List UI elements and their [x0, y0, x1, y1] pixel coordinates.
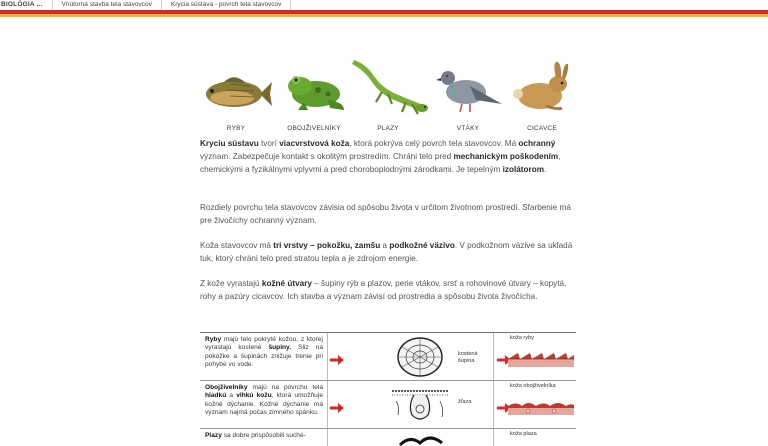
paragraph-skin-formations: Z kože vyrastajú kožné útvary – šupiny rýb a plazov, perie vtákov, srsť a rohovinové útvary – kopytá, rohy a pazúry cicavcov. Ich stavba a význam závisí od prostredia a spôsobu života živočícha.: [200, 279, 567, 301]
term-protective: ochranný: [518, 139, 556, 148]
arrow-right-icon: [330, 403, 344, 413]
row-amphibians-text: Obojživelníky majú na povrchu tela hladkú a vlhkú kožu, ktorá umožňuje kožné dýchanie. Kožné dýchanie má význam najmä počas zimného spánku.: [205, 384, 323, 417]
label-bony-scale: kostená šupina: [458, 351, 478, 364]
fish-skin-section-icon: [508, 349, 574, 367]
breadcrumb-item-current[interactable]: Krycia sústava - povrch tela stavovcov: [162, 0, 292, 10]
column-divider: [493, 429, 494, 446]
animal-label-rabbit: CICAVCE: [527, 125, 557, 132]
breadcrumb-item-chapter[interactable]: Vnútorná stavba tela stavovcov: [53, 0, 162, 10]
column-divider: [493, 333, 494, 380]
animal-frog: [278, 56, 350, 138]
term-multilayer-skin: viacvrstvová koža: [279, 139, 350, 148]
breadcrumb-home[interactable]: BIOLÓGIA ...: [0, 0, 53, 10]
table-row-amphibians: [200, 381, 576, 429]
term-subcutaneous-tissue: podkožné väzivo: [389, 241, 455, 250]
label-reptile-skin: koža plaza: [510, 431, 537, 437]
term-covering-system: Kryciu sústavu: [200, 139, 259, 148]
column-divider: [327, 333, 328, 380]
term-insulator: izolátorom: [502, 164, 544, 174]
pigeon-icon: [432, 56, 504, 116]
scale-drawing-icon: [390, 335, 450, 379]
amphibian-skin-section-icon: [508, 397, 574, 415]
row-fish-text: Ryby majú telo pokryté kožou, z ktorej vyrastajú kostené šupiny. Sliz na pokožke a šupinách znižuje trenie pri pohybe vo vode.: [205, 336, 323, 369]
paragraph-skin-layers: Koža stavovcov má tri vrstvy – pokožku, zamšu a podkožné väzivo. V podkožnom väzive sa ukladá tuk, ktorý chráni telo pred stratou tepla a je zdrojom energie.: [200, 241, 573, 263]
animal-label-pigeon: VTÁKY: [456, 125, 480, 132]
lizard-icon: [352, 56, 432, 122]
term-skin-formations: kožné útvary: [261, 279, 312, 288]
column-divider: [327, 429, 328, 446]
breadcrumb: [0, 0, 768, 10]
skin-comparison-table: [200, 332, 576, 446]
label-amphibian-skin: koža obojživelníka: [510, 383, 556, 389]
column-divider: [327, 381, 328, 428]
rabbit-icon: [506, 56, 578, 116]
lesson-content: [200, 56, 576, 439]
arrow-right-icon: [330, 355, 344, 365]
animal-label-fish: RYBY: [226, 125, 246, 132]
label-gland: žľaza: [458, 399, 472, 405]
animal-label-lizard: PLAZY: [377, 125, 399, 132]
animal-fish: [200, 56, 272, 138]
label-fish-skin: koža ryby: [510, 335, 534, 341]
table-row-fish: [200, 333, 576, 381]
paragraph-differences: Rozdiely povrchu tela stavovcov závisia od spôsobu života v určitom životnom prostredí. Sfarbenie má pre živočíchy ochranný význam.: [200, 203, 571, 225]
table-row-reptiles: [200, 429, 576, 446]
animal-strip: [200, 56, 576, 138]
animal-lizard: [352, 56, 424, 138]
animal-rabbit: [506, 56, 578, 138]
column-divider: [493, 381, 494, 428]
gland-drawing-icon: [390, 383, 450, 427]
animal-label-frog: OBOJŽIVELNÍKY: [287, 125, 341, 132]
row-reptiles-text: Plazy sa dobre prispôsobili suché-: [205, 432, 306, 439]
term-mechanical-damage: mechanickým poškodením: [453, 151, 559, 161]
header-band-yellow: [0, 14, 768, 17]
term-three-layers: tri vrstvy – pokožku, zamšu: [273, 241, 381, 250]
frog-icon: [278, 56, 350, 116]
animal-pigeon: [432, 56, 504, 138]
paragraph-covering-system: Kryciu sústavu tvorí viacvrstvová koža, ktorá pokrýva celý povrch tela stavovcov. Má ochranný význam. Zabezpečuje kontakt s okolitým prostredím. Chráni telo pred mechanickým poškodením, chemickými a fyzikálnymi vplyvmi a pred choroboplodnými zárodkami. Je tepelným izolátorom.: [200, 139, 561, 174]
fish-icon: [200, 56, 272, 116]
reptile-scale-drawing-icon: [390, 431, 450, 446]
